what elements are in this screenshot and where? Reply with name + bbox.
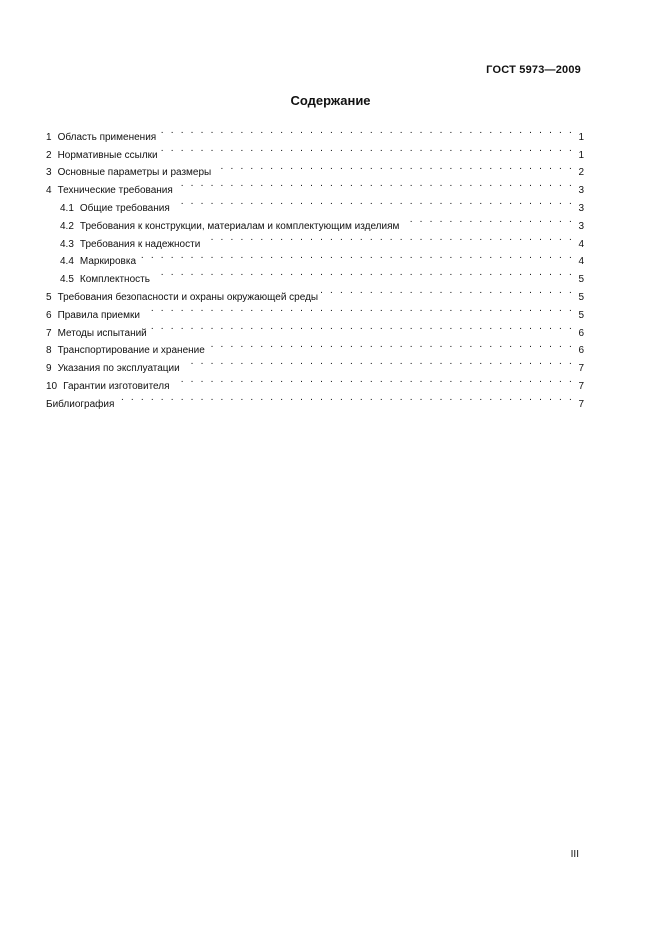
toc-entry-page: 4 <box>578 256 584 268</box>
toc-entry-page: 7 <box>578 398 584 410</box>
toc-entry-title: Правила приемки <box>57 309 140 321</box>
toc-leader-dots <box>183 353 574 371</box>
toc-entry-page: 5 <box>578 309 584 321</box>
toc-entry-page: 7 <box>578 380 584 392</box>
toc-leader-dots <box>139 247 574 265</box>
toc-leader-dots <box>173 371 574 389</box>
toc-leader-dots <box>150 318 574 336</box>
toc-leader-dots <box>153 264 574 282</box>
toc-entry-title: Общие требования <box>79 202 170 214</box>
toc-entry-number: 10 <box>46 380 58 392</box>
page-number: III <box>570 849 579 860</box>
toc-entry-title: Указания по эксплуатации <box>57 363 180 375</box>
toc-entry-title: Библиография <box>46 398 115 410</box>
table-of-contents <box>46 122 584 410</box>
toc-entry-title: Требования к надежности <box>79 238 201 250</box>
toc-entry-title: Комплектность <box>79 274 150 286</box>
toc-entry-number: 1 <box>46 131 52 143</box>
toc-entry-number: 6 <box>46 309 52 321</box>
toc-entry-title: Технические требования <box>57 185 173 197</box>
toc-entry-number: 2 <box>46 149 52 161</box>
toc-entry-page: 5 <box>578 291 584 303</box>
toc-entry-number: 7 <box>46 327 52 339</box>
toc-entry-page: 1 <box>578 131 584 143</box>
toc-entry-number: 4.3 <box>60 238 74 250</box>
toc-entry-page: 3 <box>578 185 584 197</box>
toc-leader-dots <box>321 282 574 300</box>
toc-entry-title: Методы испытаний <box>57 327 147 339</box>
toc-entry-number: 4.5 <box>60 274 74 286</box>
toc-leader-dots <box>402 211 574 229</box>
toc-entry-number: 3 <box>46 167 52 179</box>
toc-entry-page: 1 <box>578 149 584 161</box>
toc-entry-number: 4 <box>46 185 52 197</box>
toc-leader-dots <box>208 336 574 354</box>
toc-entry-title: Требования к конструкции, материалам и комплектующим изделиям <box>79 220 400 232</box>
toc-entry-page: 6 <box>578 327 584 339</box>
toc-entry-page: 6 <box>578 345 584 357</box>
toc-entry-number: 4.2 <box>60 220 74 232</box>
toc-leader-dots <box>214 158 574 176</box>
toc-entry-title: Требования безопасности и охраны окружающей среды <box>57 291 319 303</box>
toc-entry-title: Транспортирование и хранение <box>57 345 205 357</box>
toc-entry-title: Гарантии изготовителя <box>63 380 170 392</box>
toc-leader-dots <box>203 229 574 247</box>
toc-entry-page: 2 <box>578 167 584 179</box>
toc-entry-page: 7 <box>578 363 584 375</box>
toc-entry-number: 4.1 <box>60 202 74 214</box>
toc-entry[interactable] <box>46 122 584 143</box>
toc-entry-title: Нормативные ссылки <box>57 149 158 161</box>
toc-entry-title: Маркировка <box>79 256 137 268</box>
toc-entry-page: 3 <box>578 220 584 232</box>
toc-entry-number: 8 <box>46 345 52 357</box>
toc-entry-title: Основные параметры и размеры <box>57 167 212 179</box>
toc-entry-title: Область применения <box>57 131 157 143</box>
toc-entry[interactable] <box>46 389 584 410</box>
toc-entry-page: 4 <box>578 238 584 250</box>
toc-leader-dots <box>161 140 574 158</box>
toc-entry-number: 4.4 <box>60 256 74 268</box>
toc-entry-number: 5 <box>46 291 52 303</box>
toc-leader-dots <box>117 389 574 407</box>
document-code: ГОСТ 5973—2009 <box>486 64 581 76</box>
toc-leader-dots <box>173 193 574 211</box>
toc-leader-dots <box>143 300 574 318</box>
toc-entry-page: 5 <box>578 274 584 286</box>
toc-title: Содержание <box>290 93 371 108</box>
toc-leader-dots <box>176 175 574 193</box>
toc-leader-dots <box>159 122 574 140</box>
toc-entry-number: 9 <box>46 363 52 375</box>
toc-entry-page: 3 <box>578 202 584 214</box>
